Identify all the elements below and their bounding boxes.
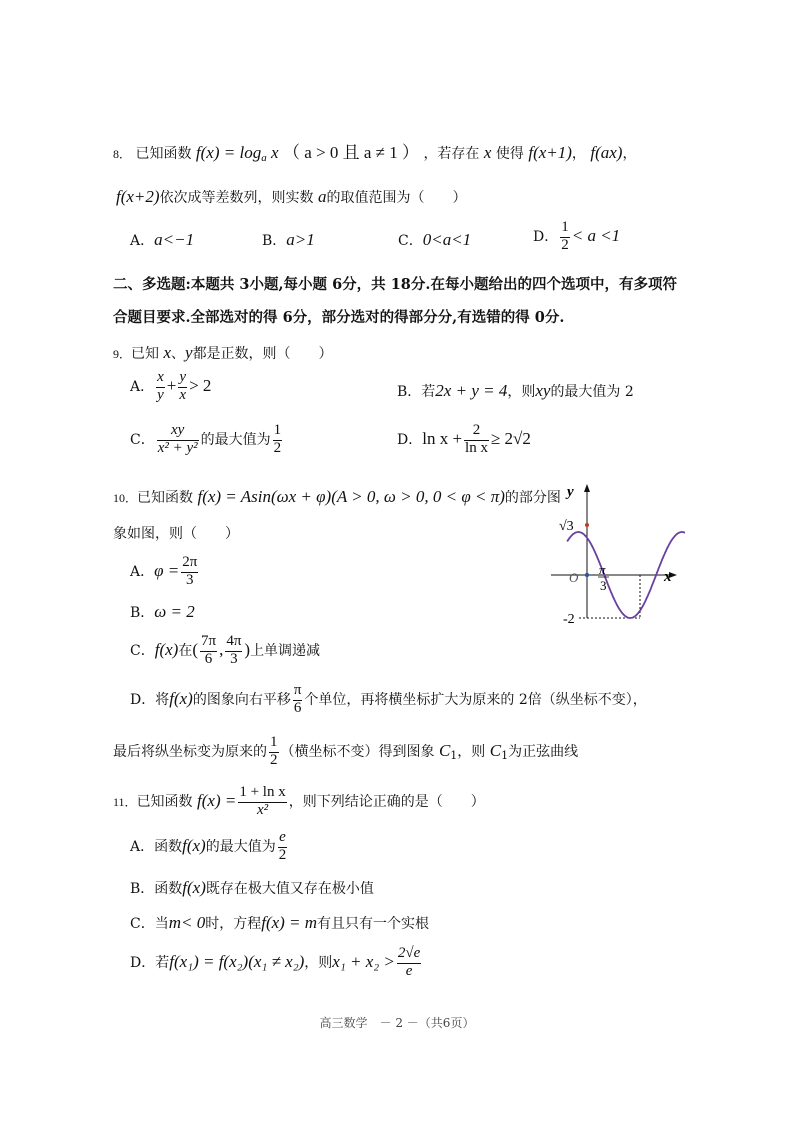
q8-function-def: $f(x) = \log_a x$ <box>195 143 279 164</box>
q10-option-b: B．ω = 2 <box>130 602 195 621</box>
q11-option-c: C．当m< 0时，方程f(x) = m有且只有一个实根 <box>130 913 430 932</box>
q8-text: 依次成等差数列，则实数 <box>159 190 314 206</box>
q8-condition: （ a > 0 且 a ≠ 1 ） <box>282 143 419 162</box>
q8-text: 使得 <box>495 146 524 162</box>
q9-option-d: D．ln x + $\frac{2}{\text{ln x}}$ ≥ 2√2 <box>397 422 531 456</box>
q9-option-c: C． $\frac{xy}{\text{x² + y²}}$ 的最大值为 $\frac{1}{2}$ <box>130 422 282 456</box>
q8-var-a: a <box>318 187 327 206</box>
origin-label: O <box>569 570 579 585</box>
page-footer: 高三数学 － 2 －（共6页） <box>319 1016 475 1030</box>
xtick-den: 3 <box>600 578 607 593</box>
q8-number: 8． <box>113 147 132 161</box>
q10-option-d-line2: 最后将纵坐标变为原来的 $\frac{1}{2}$ （横坐标不变）得到图象 $C_1$，则 $C_1$为正弦曲线 <box>113 734 579 768</box>
q9-stem: 9．已知 x、y都是正数，则（ ） <box>113 343 333 362</box>
section2-header-line1: 二、多选题:本题共 3小题,每小题 6分，共 18分.在每小题给出的四个选项中，有多项符 <box>113 276 677 293</box>
q8-text: 已知函数 <box>135 146 192 162</box>
q8-option-c: C．0<a<1 <box>398 230 472 249</box>
q8-option-b: B．a>1 <box>262 230 315 249</box>
section2-header-line2: 合题目要求.全部选对的得 6分，部分选对的得部分分,有选错的得 0分. <box>113 309 565 326</box>
q11-stem: 11．已知函数 f(x) = $\frac{\text{1 + ln x}}{\text{x²}}$ ，则下列结论正确的是（ ） <box>113 784 485 818</box>
q8-line1: 8． 已知函数 $f(x) = \log_a x$ （ a > 0 且 a ≠ 1 ） ，若存在 x 使得 f(x+1)， f(ax)， <box>113 143 637 164</box>
q11-option-b: B．函数f(x)既存在极大值又存在极小值 <box>130 878 374 897</box>
q8-f1: f(x+1) <box>528 143 572 162</box>
q9-option-a: A． $\frac{x}{y}$ + $\frac{y}{x}$ > 2 <box>130 369 212 403</box>
x-axis-label: x <box>664 569 672 585</box>
q10-option-d: D．将f(x)的图象向右平移 $\frac{\pi}{6}$ 个单位，再将横坐标扩大为原来的 2倍（纵坐标不变）， <box>130 682 647 716</box>
q8-f2: f(ax) <box>590 143 623 162</box>
q8-line2 <box>116 188 467 205</box>
q11-option-a: A．函数f(x)的最大值为 $\frac{e}{2}$ <box>130 829 287 863</box>
q8-option-a: A．a<−1 <box>130 230 195 249</box>
q11-option-d: D．若f(x₁) = f(x₂)(x₁ ≠ x₂)，则x₁ + x₂ > $\frac{2√e}{e}$ <box>130 945 421 979</box>
q8-option-d: D． $\frac{1}{2}$ < a <1 <box>533 219 621 253</box>
q8-text: ，若存在 <box>423 146 480 162</box>
q10-stem-line2: 象如图，则（ ） <box>113 526 239 542</box>
xtick-num: π <box>599 562 606 577</box>
origin-point <box>585 573 589 577</box>
q10-option-c: C．f(x)在( $\frac{7\pi}{6}$ , $\frac{4\pi}{3}$ )上单调递减 <box>130 633 321 667</box>
q8-text: 的取值范围为（ ） <box>326 190 467 206</box>
q9-option-b: B．若2x + y = 4，则xy的最大值为 2 <box>397 381 634 400</box>
q8-f3: f(x+2) <box>116 187 160 206</box>
y-intercept-point <box>585 523 589 527</box>
q10-option-a: A．φ = $\frac{2\pi}{3}$ <box>130 554 198 588</box>
sqrt3-label: √3 <box>559 519 574 534</box>
q10-sine-graph <box>545 478 685 628</box>
q10-stem: 10．已知函数 f(x) = Asin(ωx + φ)(A > 0, ω > 0, 0 < φ < π)的部分图 <box>113 487 561 506</box>
ymin-label: -2 <box>563 612 575 627</box>
y-axis-label: y <box>567 484 574 500</box>
q8-var: x <box>483 143 492 162</box>
y-axis-arrow <box>584 484 590 492</box>
